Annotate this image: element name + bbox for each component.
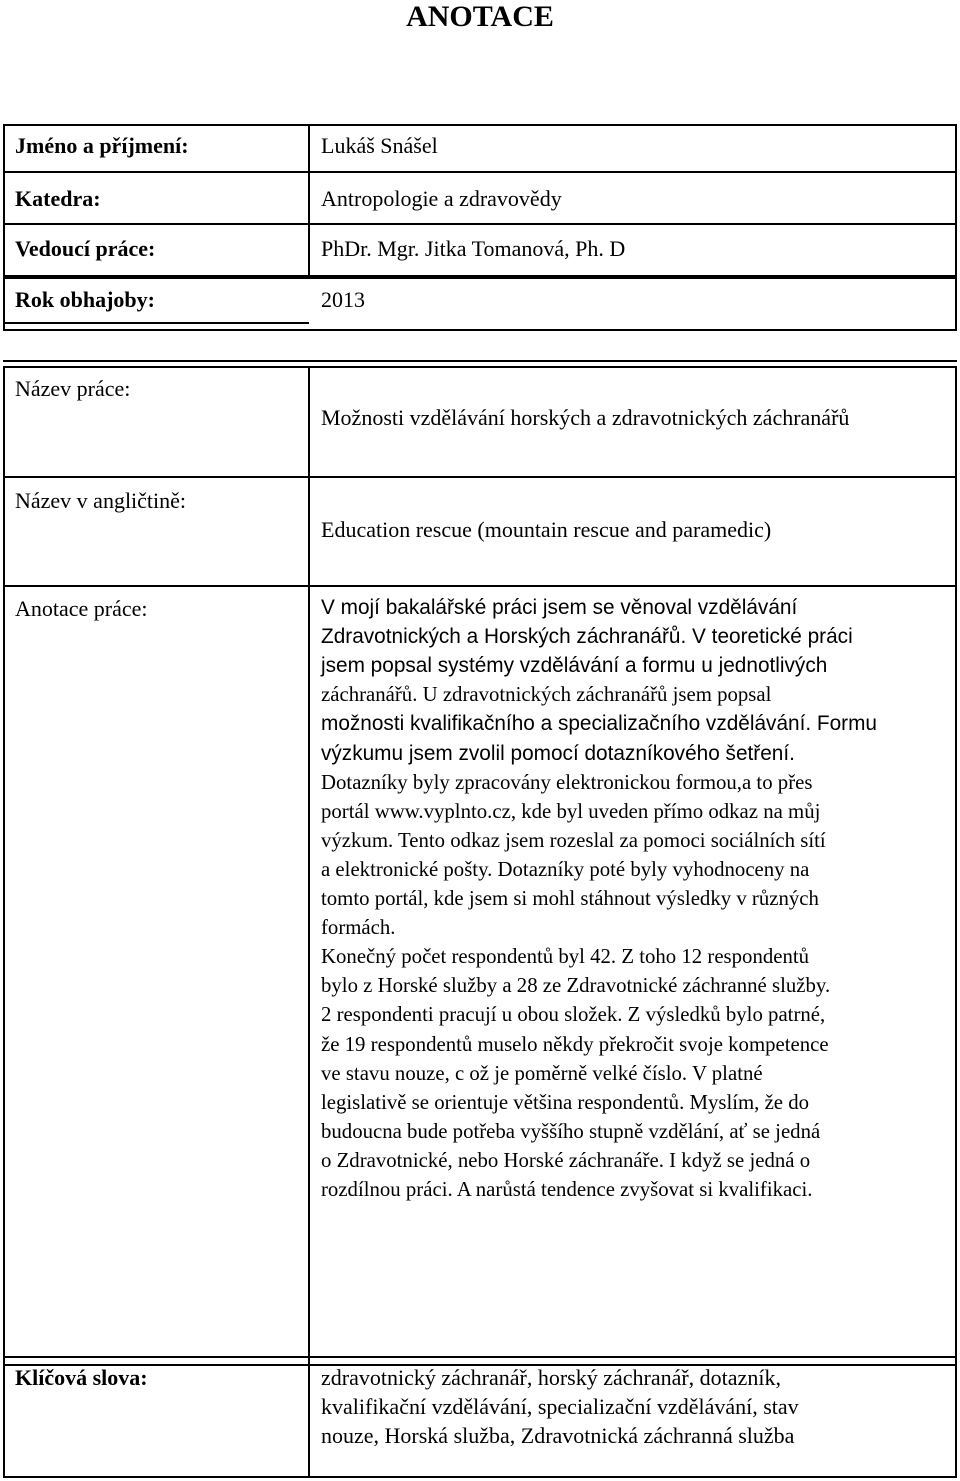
info-row-separator [3, 171, 957, 173]
department-label: Katedra: [15, 186, 101, 211]
abstract-line: Dotazníky byly zpracovány elektronickou formou,a to přes [321, 770, 813, 794]
name-label: Jméno a příjmení: [15, 133, 189, 158]
english-title-value: Education rescue (mountain rescue and paramedic) [321, 517, 772, 542]
english-title-label: Název v angličtině: [15, 488, 187, 513]
thesis-table-divider [308, 366, 310, 1366]
keywords-line: nouze, Horská služba, Zdravotnická záchranná služba [321, 1423, 795, 1448]
abstract-line: formách. [321, 916, 396, 940]
name-value: Lukáš Snášel [321, 133, 438, 158]
abstract-line: o Zdravotnické, nebo Horské záchranáře. I když se jedná o [321, 1148, 811, 1172]
thesis-title-label: Název práce: [15, 376, 131, 401]
keywords-label: Klíčová slova: [15, 1365, 148, 1390]
thesis-row-separator [3, 585, 957, 587]
abstract-line: že 19 respondentů muselo někdy překročit svoje kompetence [321, 1032, 829, 1056]
abstract-line: V mojí bakalářské práci jsem se věnoval vzdělávání [321, 596, 798, 619]
supervisor-label: Vedoucí práce: [15, 236, 156, 261]
abstract-line: Konečný počet respondentů byl 42. Z toho 12 respondentů [321, 945, 810, 969]
abstract-line: bylo z Horské služby a 28 ze Zdravotnické záchranné služby. [321, 974, 831, 998]
year-value: 2013 [321, 287, 365, 312]
info-table-divider [308, 124, 310, 277]
abstract-label: Anotace práce: [15, 596, 148, 621]
thesis-table-top-line [3, 360, 957, 362]
abstract-line: jsem popsal systémy vzdělávání a formu u jednotlivých [321, 654, 828, 678]
year-label: Rok obhajoby: [15, 287, 155, 312]
keywords-table-divider [308, 1356, 310, 1478]
abstract-line: Zdravotnických a Horských záchranářů. V teoretické práci [321, 625, 853, 649]
page-title: ANOTACE [406, 0, 554, 33]
abstract-line: a elektronické pošty. Dotazníky poté byly vyhodnoceny na [321, 857, 810, 881]
keywords-line: kvalifikační vzdělávání, specializační vzdělávání, stav [321, 1394, 799, 1419]
abstract-line: budoucna bude potřeba vyššího stupně vzdělání, ať se jedná [321, 1119, 821, 1143]
abstract-line: záchranářů. U zdravotnických záchranářů jsem popsal [321, 683, 772, 707]
abstract-line: 2 respondenti pracují u obou složek. Z výsledků bylo patrné, [321, 1003, 826, 1027]
abstract-line: možnosti kvalifikačního a specializačního vzdělávání. Formu [321, 712, 878, 736]
abstract-line: tomto portál, kde jsem si mohl stáhnout výsledky v různých [321, 887, 819, 910]
abstract-line: výzkum. Tento odkaz jsem rozeslal za pomoci sociálních sítí [321, 828, 826, 852]
info-row-separator [3, 223, 957, 225]
year-row-underline [3, 322, 309, 324]
abstract-line: výzkumu jsem zvolil pomocí dotazníkového šetření. [321, 741, 795, 765]
thesis-title-value: Možnosti vzdělávání horských a zdravotnických záchranářů [321, 405, 850, 430]
supervisor-value: PhDr. Mgr. Jitka Tomanová, Ph. D [321, 236, 626, 261]
abstract-line: ve stavu nouze, c ož je poměrně velké číslo. V platné [321, 1061, 763, 1085]
thesis-row-separator [3, 476, 957, 478]
keywords-line: zdravotnický záchranář, horský záchranář, dotazník, [321, 1365, 781, 1390]
abstract-line: portál www.vyplnto.cz, kde byl uveden přímo odkaz na můj [321, 799, 821, 823]
abstract-line: rozdílnou práci. A narůstá tendence zvyšovat si kvalifikaci. [321, 1178, 813, 1201]
abstract-line: legislativě se orientuje většina respondentů. Myslím, že do [321, 1090, 810, 1114]
department-value: Antropologie a zdravovědy [321, 186, 562, 211]
